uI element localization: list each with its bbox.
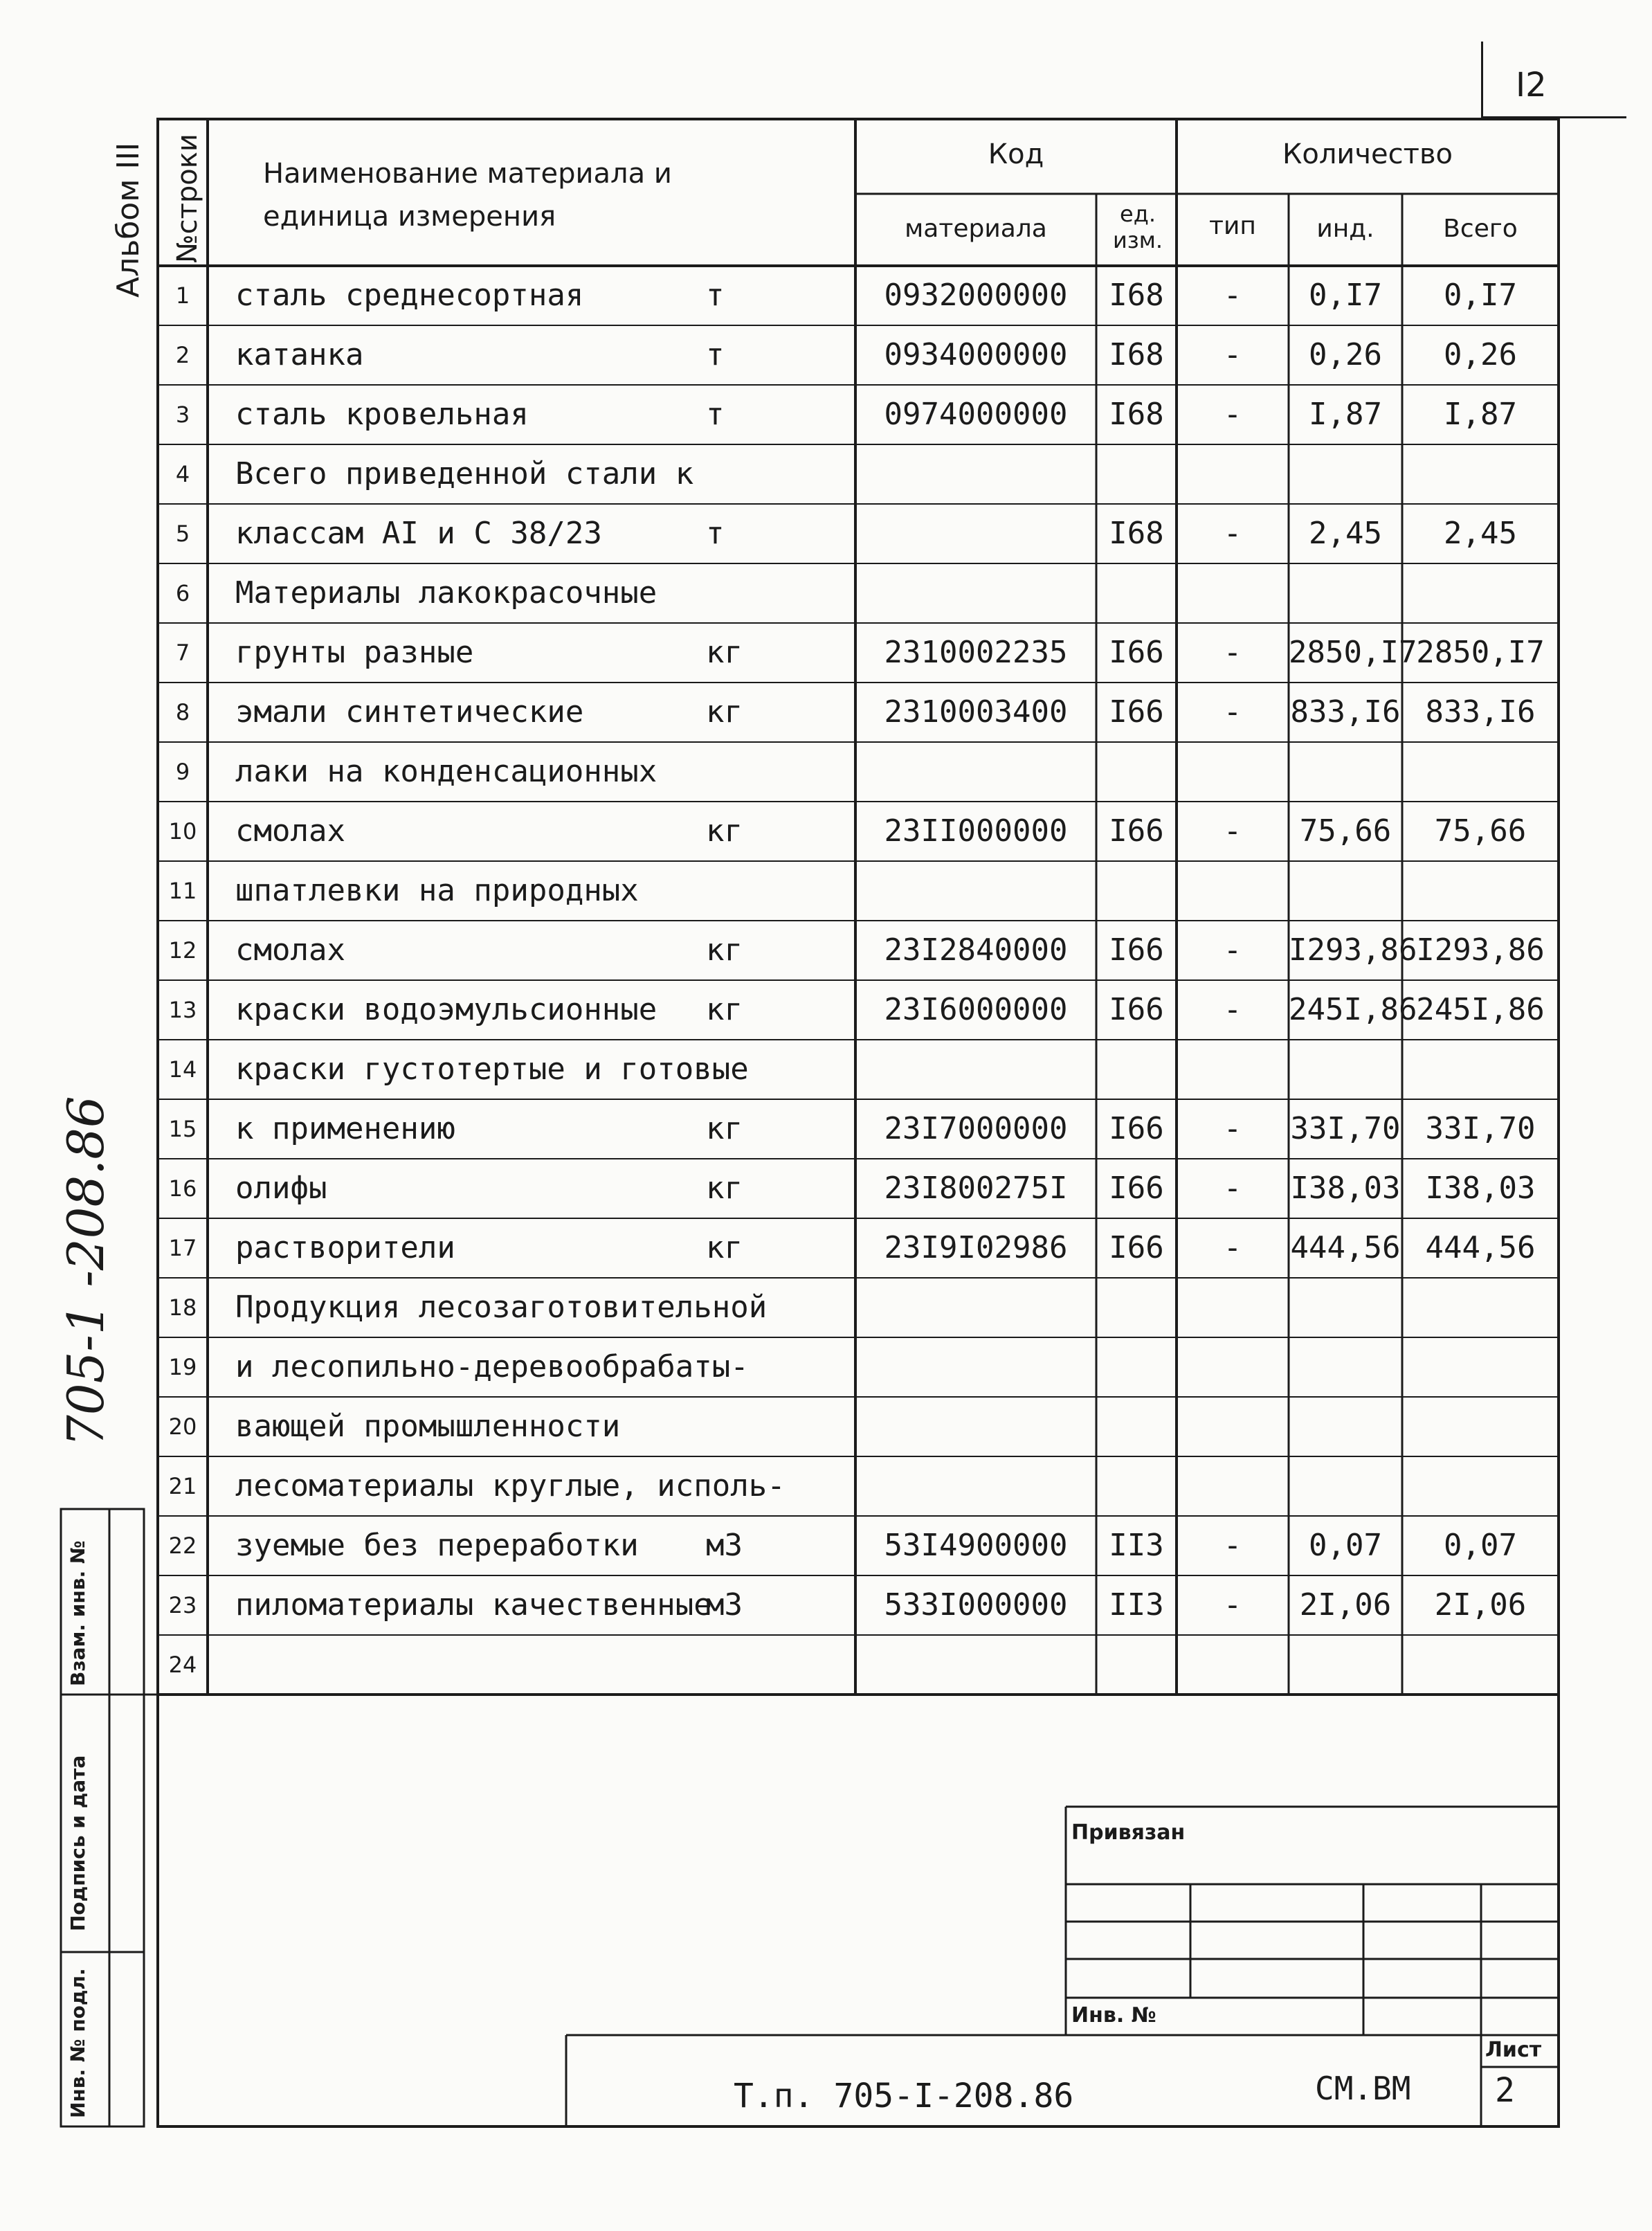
cell-code: [855, 1040, 1096, 1099]
cell-n: 24: [168, 1652, 197, 1678]
cell-unit-code: [1096, 563, 1177, 623]
cell-name: смолах: [235, 813, 345, 849]
cell-total: [1402, 861, 1559, 921]
cell-unit-code: [1096, 1635, 1177, 1695]
cell-total: 2850,I7: [1416, 635, 1545, 670]
margin-vzam-inv: Взам. инв. №: [66, 1540, 89, 1686]
cell-unit-code: I66: [1109, 1111, 1164, 1146]
cell-ind: 2850,I7: [1289, 635, 1417, 670]
cell-total: I38,03: [1425, 1171, 1536, 1206]
cell-type: -: [1223, 1111, 1242, 1146]
cell-n: 13: [168, 997, 197, 1023]
cell-name: сталь среднесортная: [235, 278, 584, 313]
cell-code: [855, 861, 1096, 921]
cell-name: олифы: [235, 1171, 327, 1206]
stamp-list-label: Лист: [1485, 2038, 1542, 2062]
table-row: [0, 266, 1652, 325]
stamp-sheet: 2: [1495, 2071, 1515, 2110]
cell-total: 33I,70: [1425, 1111, 1536, 1146]
header-qty-total: Всего: [1443, 215, 1518, 243]
header-code-unit: ед. изм.: [1112, 201, 1163, 253]
cell-name: классам AI и C 38/23: [235, 516, 602, 551]
album-label: Альбом III: [111, 142, 146, 298]
header-qty-ind: инд.: [1316, 215, 1374, 243]
cell-unit: кг: [706, 694, 743, 730]
cell-n: 7: [175, 640, 190, 666]
cell-unit: м3: [706, 1528, 743, 1563]
cell-unit: [706, 1635, 851, 1695]
cell-unit: т: [706, 337, 725, 372]
cell-n: 4: [175, 461, 190, 487]
cell-unit: [706, 1337, 851, 1397]
cell-n: 19: [168, 1354, 197, 1380]
cell-type: -: [1223, 694, 1242, 730]
cell-n: 6: [175, 580, 190, 606]
cell-unit-code: I68: [1109, 278, 1164, 313]
header-qty-type: тип: [1209, 212, 1256, 240]
cell-type: -: [1223, 1528, 1242, 1563]
header-code-material: материала: [905, 215, 1047, 243]
cell-unit-code: I66: [1109, 1230, 1164, 1265]
cell-unit-code: I68: [1109, 337, 1164, 372]
cell-code: [855, 1456, 1096, 1516]
cell-name: вающей промышленности: [235, 1409, 621, 1444]
cell-type: [1177, 1397, 1289, 1456]
table-row: [0, 1099, 1652, 1159]
cell-unit: [706, 1278, 851, 1337]
cell-n: 11: [168, 878, 197, 904]
cell-name: зуемые без переработки: [235, 1528, 639, 1563]
cell-ind: [1289, 1337, 1402, 1397]
cell-unit: кг: [706, 635, 743, 670]
cell-unit: т: [706, 278, 725, 313]
cell-unit-code: [1096, 1278, 1177, 1337]
cell-unit: кг: [706, 1171, 743, 1206]
stamp-inv-no: Инв. №: [1071, 2003, 1156, 2027]
cell-unit: [706, 1397, 851, 1456]
header-code: Код: [988, 138, 1044, 170]
table-row: [0, 563, 1652, 623]
cell-n: 18: [168, 1294, 197, 1321]
cell-unit-code: [1096, 1040, 1177, 1099]
cell-type: -: [1223, 992, 1242, 1027]
cell-code: 23I9I02986: [884, 1230, 1068, 1265]
cell-unit: [706, 1456, 851, 1516]
table-row: [0, 623, 1652, 683]
cell-n: 17: [168, 1235, 197, 1261]
cell-type: [1177, 563, 1289, 623]
cell-code: 23I800275I: [884, 1171, 1068, 1206]
cell-unit-code: I66: [1109, 635, 1164, 670]
cell-type: -: [1223, 278, 1242, 313]
cell-ind: I38,03: [1290, 1171, 1401, 1206]
cell-name: сталь кровельная: [235, 397, 529, 432]
table-row: [0, 1278, 1652, 1337]
cell-total: [1402, 563, 1559, 623]
cell-name: пиломатериалы качественные: [235, 1587, 712, 1623]
header-name: [263, 152, 789, 238]
cell-code: 0974000000: [884, 397, 1068, 432]
cell-unit: [706, 444, 851, 504]
cell-total: [1402, 1337, 1559, 1397]
cell-unit-code: I68: [1109, 516, 1164, 551]
cell-unit: кг: [706, 932, 743, 968]
cell-ind: 33I,70: [1290, 1111, 1401, 1146]
table-row: [0, 1040, 1652, 1099]
cell-type: [1177, 444, 1289, 504]
cell-ind: I,87: [1309, 397, 1382, 432]
cell-unit: [706, 861, 851, 921]
page-number: I2: [1516, 66, 1547, 105]
cell-total: 0,07: [1444, 1528, 1517, 1563]
cell-type: -: [1223, 1230, 1242, 1265]
cell-n: 14: [168, 1056, 197, 1083]
cell-name: Продукция лесозаготовительной: [235, 1290, 768, 1325]
cell-ind: [1289, 563, 1402, 623]
cell-n: 12: [168, 937, 197, 964]
cell-code: [855, 444, 1096, 504]
table-row: [0, 504, 1652, 563]
cell-name: эмали синтетические: [235, 694, 584, 730]
cell-ind: 0,26: [1309, 337, 1382, 372]
cell-type: [1177, 1278, 1289, 1337]
cell-name: краски густотертые и готовые: [235, 1051, 749, 1087]
cell-ind: [1289, 1278, 1402, 1337]
cell-type: -: [1223, 1587, 1242, 1623]
cell-n: 15: [168, 1116, 197, 1142]
table-row: [0, 325, 1652, 385]
cell-unit-code: II3: [1109, 1587, 1164, 1623]
cell-code: [855, 1397, 1096, 1456]
table-row: [0, 1159, 1652, 1218]
cell-ind: [1289, 444, 1402, 504]
cell-name: Материалы лакокрасочные: [235, 575, 657, 611]
cell-unit: [706, 1040, 851, 1099]
table-row: [0, 1456, 1652, 1516]
cell-ind: 0,I7: [1309, 278, 1382, 313]
cell-type: [1177, 1635, 1289, 1695]
margin-podpis-data: Подпись и дата: [66, 1755, 89, 1931]
cell-n: 8: [175, 699, 190, 725]
cell-n: 22: [168, 1533, 197, 1559]
cell-n: 16: [168, 1175, 197, 1202]
cell-total: [1402, 1040, 1559, 1099]
cell-type: [1177, 861, 1289, 921]
cell-code: 53I4900000: [884, 1528, 1068, 1563]
cell-code: [855, 742, 1096, 802]
stamp-designation: Т.п. 705-I-208.86: [734, 2077, 1074, 2115]
cell-code: 23I6000000: [884, 992, 1068, 1027]
cell-unit-code: I68: [1109, 397, 1164, 432]
cell-total: [1402, 742, 1559, 802]
cell-name: [235, 1635, 706, 1695]
table-row: [0, 861, 1652, 921]
cell-unit-code: I66: [1109, 932, 1164, 968]
cell-total: [1402, 1397, 1559, 1456]
cell-unit-code: I66: [1109, 694, 1164, 730]
cell-n: 23: [168, 1592, 197, 1618]
cell-unit: [706, 742, 851, 802]
cell-n: 1: [175, 282, 190, 309]
cell-n: 9: [175, 759, 190, 785]
cell-code: [855, 563, 1096, 623]
cell-code: 0934000000: [884, 337, 1068, 372]
cell-code: 23II000000: [884, 813, 1068, 849]
cell-unit: [706, 563, 851, 623]
cell-name: катанка: [235, 337, 364, 372]
side-code: 705-1 -208.86: [57, 1096, 115, 1447]
cell-total: [1402, 1456, 1559, 1516]
cell-code: 23I2840000: [884, 932, 1068, 968]
cell-unit-code: [1096, 1456, 1177, 1516]
cell-type: -: [1223, 397, 1242, 432]
cell-unit: кг: [706, 1111, 743, 1146]
cell-total: 444,56: [1425, 1230, 1536, 1265]
cell-ind: 2,45: [1309, 516, 1382, 551]
cell-type: -: [1223, 337, 1242, 372]
cell-code: 23I7000000: [884, 1111, 1068, 1146]
cell-code: 0932000000: [884, 278, 1068, 313]
cell-code: [855, 1635, 1096, 1695]
cell-type: -: [1223, 813, 1242, 849]
cell-unit: т: [706, 516, 725, 551]
header-name-text: Наименование материала и единица измерения: [263, 158, 672, 233]
cell-name: лесоматериалы круглые, исполь-: [235, 1468, 786, 1503]
cell-total: I,87: [1444, 397, 1517, 432]
cell-type: -: [1223, 932, 1242, 968]
cell-unit: т: [706, 397, 725, 432]
cell-unit-code: [1096, 861, 1177, 921]
cell-ind: [1289, 861, 1402, 921]
table-row: [0, 385, 1652, 444]
cell-name: шпатлевки на природных: [235, 873, 639, 908]
cell-code: [855, 1337, 1096, 1397]
table-row: [0, 1218, 1652, 1278]
cell-n: 21: [168, 1473, 197, 1499]
cell-total: 0,26: [1444, 337, 1517, 372]
cell-type: -: [1223, 1171, 1242, 1206]
header-row-number: №строки: [172, 134, 203, 263]
cell-code: 2310003400: [884, 694, 1068, 730]
cell-code: [855, 1278, 1096, 1337]
cell-name: краски водоэмульсионные: [235, 992, 657, 1027]
cell-ind: I293,86: [1289, 932, 1417, 968]
cell-ind: [1289, 1040, 1402, 1099]
cell-ind: 444,56: [1290, 1230, 1401, 1265]
cell-ind: 2I,06: [1299, 1587, 1392, 1623]
table-row: [0, 1397, 1652, 1456]
stamp-code: СМ.ВМ: [1315, 2070, 1411, 2107]
cell-ind: [1289, 1635, 1402, 1695]
cell-total: 245I,86: [1416, 992, 1545, 1027]
cell-n: 5: [175, 521, 190, 547]
cell-unit: кг: [706, 992, 743, 1027]
cell-unit-code: I66: [1109, 1171, 1164, 1206]
cell-n: 20: [168, 1413, 197, 1440]
cell-name: грунты разные: [235, 635, 474, 670]
cell-total: 2I,06: [1434, 1587, 1527, 1623]
cell-n: 3: [175, 401, 190, 428]
cell-type: [1177, 1040, 1289, 1099]
cell-ind: 75,66: [1299, 813, 1392, 849]
table-row: [0, 1516, 1652, 1575]
cell-name: и лесопильно-деревообрабаты-: [235, 1349, 749, 1384]
cell-ind: 0,07: [1309, 1528, 1382, 1563]
cell-total: [1402, 444, 1559, 504]
cell-unit: м3: [706, 1587, 743, 1623]
table-row: [0, 444, 1652, 504]
cell-name: лаки на конденсационных: [235, 754, 657, 789]
cell-unit-code: I66: [1109, 992, 1164, 1027]
cell-total: 75,66: [1434, 813, 1527, 849]
cell-type: [1177, 1456, 1289, 1516]
table-row: [0, 683, 1652, 742]
cell-total: 0,I7: [1444, 278, 1517, 313]
cell-unit: кг: [706, 1230, 743, 1265]
header-quantity: Количество: [1282, 138, 1453, 170]
margin-inv-podl: Инв. № подл.: [66, 1968, 89, 2118]
cell-unit-code: [1096, 444, 1177, 504]
cell-n: 10: [168, 818, 197, 844]
cell-name: смолах: [235, 932, 345, 968]
cell-total: [1402, 1635, 1559, 1695]
cell-code: [855, 504, 1096, 563]
stamp-privyazan: Привязан: [1071, 1821, 1186, 1845]
cell-unit-code: I66: [1109, 813, 1164, 849]
cell-total: 2,45: [1444, 516, 1517, 551]
table-row: [0, 742, 1652, 802]
table-row: [0, 1635, 1652, 1695]
cell-code: 2310002235: [884, 635, 1068, 670]
cell-unit-code: II3: [1109, 1528, 1164, 1563]
cell-ind: 833,I6: [1290, 694, 1401, 730]
cell-type: -: [1223, 516, 1242, 551]
table-row: [0, 1575, 1652, 1635]
table-row: [0, 980, 1652, 1040]
cell-type: [1177, 1337, 1289, 1397]
cell-ind: [1289, 1456, 1402, 1516]
cell-unit: кг: [706, 813, 743, 849]
cell-ind: [1289, 1397, 1402, 1456]
cell-ind: 245I,86: [1289, 992, 1417, 1027]
cell-n: 2: [175, 342, 190, 368]
cell-total: [1402, 1278, 1559, 1337]
cell-code: 533I000000: [884, 1587, 1068, 1623]
table-row: [0, 1337, 1652, 1397]
cell-total: 833,I6: [1425, 694, 1536, 730]
cell-name: к применению: [235, 1111, 455, 1146]
cell-type: -: [1223, 635, 1242, 670]
table-row: [0, 921, 1652, 980]
cell-type: [1177, 742, 1289, 802]
cell-unit-code: [1096, 1337, 1177, 1397]
cell-unit-code: [1096, 742, 1177, 802]
cell-name: растворители: [235, 1230, 455, 1265]
cell-ind: [1289, 742, 1402, 802]
cell-total: I293,86: [1416, 932, 1545, 968]
cell-unit-code: [1096, 1397, 1177, 1456]
table-row: [0, 802, 1652, 861]
cell-name: Всего приведенной стали к: [235, 456, 694, 491]
